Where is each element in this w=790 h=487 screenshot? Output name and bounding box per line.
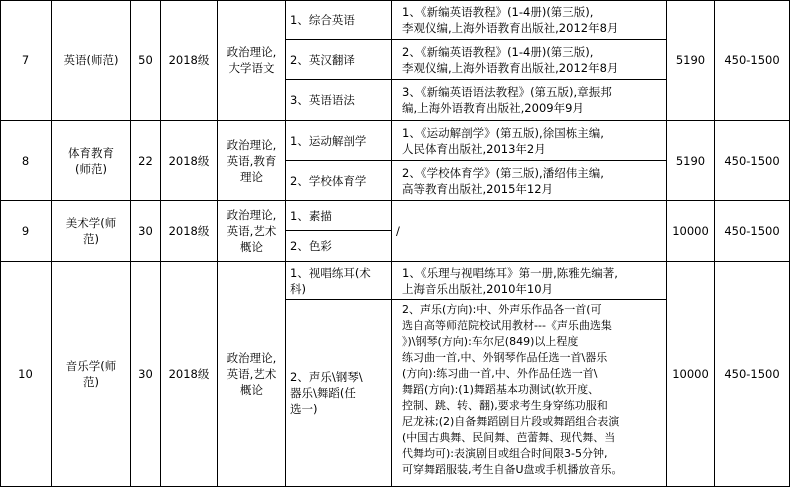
professional-subject: 1、素描 (286, 201, 392, 231)
reference-book: 1、《运动解剖学》(第五版),徐国栋主编, 人民体育出版社,2013年2月 (392, 121, 667, 161)
accommodation-fee: 450-1500 (715, 121, 790, 201)
reference-book: / (392, 201, 667, 262)
reference-book: 2、《学校体育学》(第三版),潘绍伟主编, 高等教育出版社,2015年12月 (392, 161, 667, 201)
professional-subject: 1、运动解剖学 (286, 121, 392, 161)
grade: 2018级 (161, 121, 218, 201)
grade: 2018级 (161, 0, 218, 121)
exam-subjects: 政治理论, 英语,艺术 概论 (218, 262, 286, 487)
major-name: 美术学(师 范) (52, 201, 131, 262)
major-name: 英语(师范) (52, 0, 131, 121)
professional-subject: 1、综合英语 (286, 0, 392, 40)
row-number: 10 (0, 262, 52, 487)
row-number: 7 (0, 0, 52, 121)
major-name: 音乐学(师 范) (52, 262, 131, 487)
exam-subjects: 政治理论, 大学语文 (218, 0, 286, 121)
enrollment-plan: 30 (131, 262, 161, 487)
reference-book: 2、《新编英语教程》(1-4册)(第三版), 李观仪编,上海外语教育出版社,2012年8月 (392, 40, 667, 80)
major-name: 体育教育 (师范) (52, 121, 131, 201)
professional-subject: 3、英语语法 (286, 80, 392, 121)
enrollment-plan: 50 (131, 0, 161, 121)
professional-subject: 2、声乐\钢琴\ 器乐\舞蹈(任 选一) (286, 300, 392, 487)
tuition-fee: 5190 (667, 0, 715, 121)
professional-subject: 1、视唱练耳(术 科) (286, 262, 392, 300)
reference-book: 1、《新编英语教程》(1-4册)(第三版), 李观仪编,上海外语教育出版社,2012年8月 (392, 0, 667, 40)
grade: 2018级 (161, 201, 218, 262)
reference-book: 1、《乐理与视唱练耳》第一册,陈雅先编著, 上海音乐出版社,2010年10月 (392, 262, 667, 300)
enrollment-plan: 30 (131, 201, 161, 262)
grade: 2018级 (161, 262, 218, 487)
exam-subjects: 政治理论, 英语,艺术 概论 (218, 201, 286, 262)
reference-book: 3、《新编英语语法教程》(第五版),章振邦 编,上海外语教育出版社,2009年9月 (392, 80, 667, 121)
reference-book: 2、声乐(方向):中、外声乐作品各一首(可 选自高等师范院校试用教材---《声乐曲选集 》)\钢琴(方向):车尔尼(849)以上程度 练习曲一首,中、外钢琴作品任选一首\器乐 (方向):练习曲一首,中、外作品任选一首\ 舞蹈(方向):(1)舞蹈基本功测试(软开度、 控制、跳、转、翻),要求考生身穿练功服和 尼龙袜;(2)自备舞蹈剧目片段或舞蹈组合表演 (中国古典舞、民间舞、芭蕾舞、现代舞、当 代舞均可):表演剧目或组合时间限3-5分钟, 可穿舞蹈服装,考生自备U盘或手机播放音乐。 (392, 300, 667, 487)
tuition-fee: 10000 (667, 262, 715, 487)
accommodation-fee: 450-1500 (715, 201, 790, 262)
professional-subject: 2、英汉翻译 (286, 40, 392, 80)
tuition-fee: 5190 (667, 121, 715, 201)
tuition-fee: 10000 (667, 201, 715, 262)
accommodation-fee: 450-1500 (715, 262, 790, 487)
row-number: 8 (0, 121, 52, 201)
professional-subject: 2、学校体育学 (286, 161, 392, 201)
accommodation-fee: 450-1500 (715, 0, 790, 121)
enrollment-plan: 22 (131, 121, 161, 201)
row-number: 9 (0, 201, 52, 262)
professional-subject: 2、色彩 (286, 231, 392, 262)
exam-subjects: 政治理论, 英语,教育 理论 (218, 121, 286, 201)
